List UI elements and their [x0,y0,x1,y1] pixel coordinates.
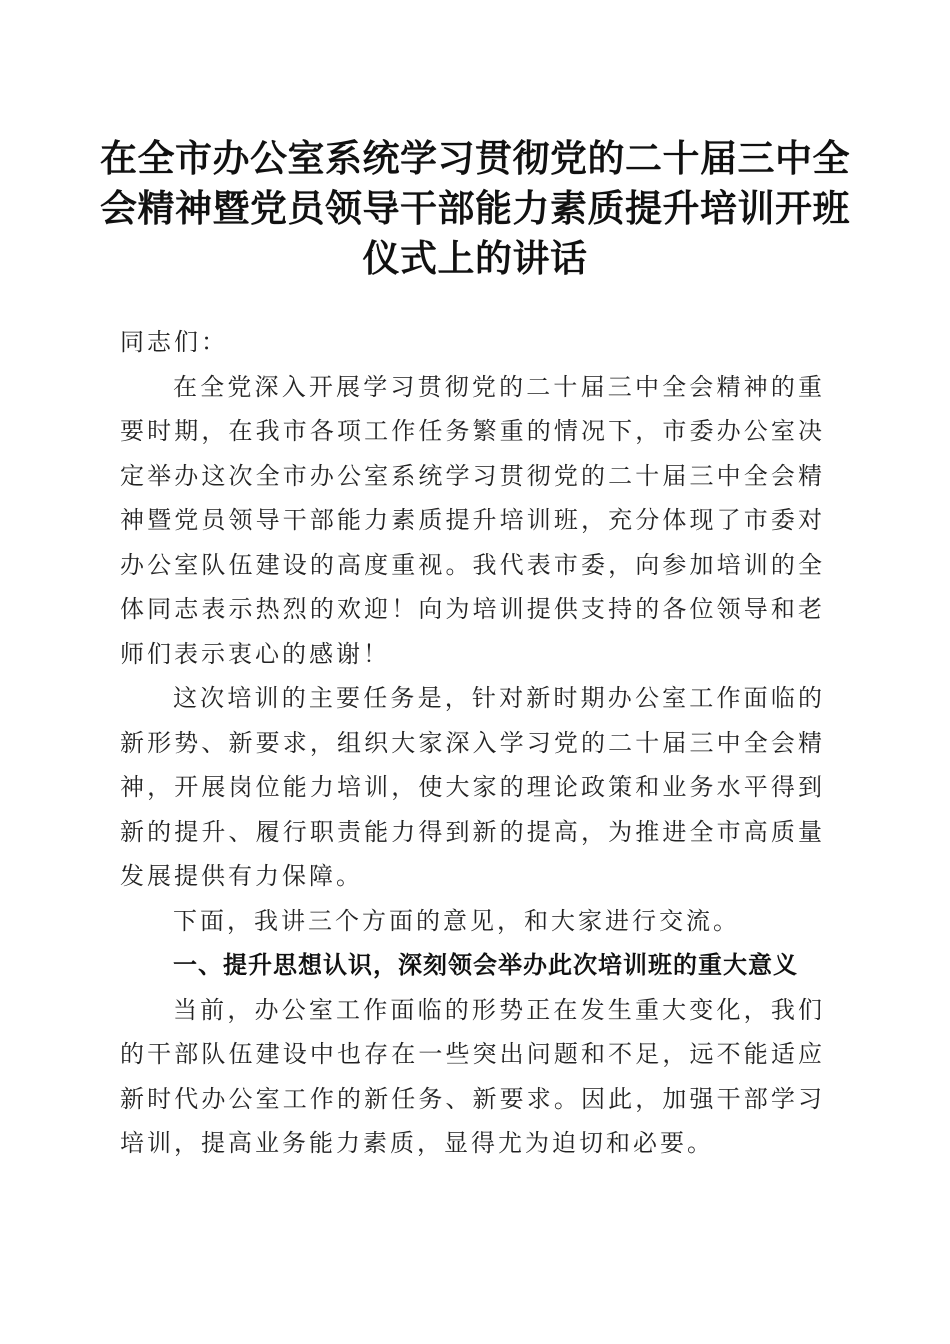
title-line-1: 在全市办公室系统学习贯彻党的二十届三中全 [100,136,850,180]
title-line-2: 会精神暨党员领导干部能力素质提升培训开班 [100,186,850,230]
paragraph-intro: 在全党深入开展学习贯彻党的二十届三中全会精神的重要时期，在我市各项工作任务繁重的情况下，市委办公室决定举办这次全市办公室系统学习贯彻党的二十届三中全会精神暨党员领导干部能力素质提升培训班，充分体现了市委对办公室队伍建设的高度重视。我代表市委，向参加培训的全体同志表示热烈的欢迎！向为培训提供支持的各位领导和老师们表示衷心的感谢！ [120,372,825,668]
paragraph-section-1: 当前，办公室工作面临的形势正在发生重大变化，我们的干部队伍建设中也存在一些突出问题和不足，远不能适应新时代办公室工作的新任务、新要求。因此，加强干部学习培训，提高业务能力素质，显得尤为迫切和必要。 [120,995,825,1157]
document-title [100,133,850,283]
document-body [120,320,825,1166]
paragraph-outline: 下面，我讲三个方面的意见，和大家进行交流。 [173,906,740,935]
salutation: 同志们： [120,328,228,356]
paragraph-task: 这次培训的主要任务是，针对新时期办公室工作面临的新形势、新要求，组织大家深入学习党的二十届三中全会精神，开展岗位能力培训，使大家的理论政策和业务水平得到新的提升、履行职责能力得到新的提高，为推进全市高质量发展提供有力保障。 [120,684,825,890]
section-heading: 一、提升思想认识，深刻领会举办此次培训班的重大意义 [173,951,798,979]
title-line-3: 仪式上的讲话 [362,236,588,280]
